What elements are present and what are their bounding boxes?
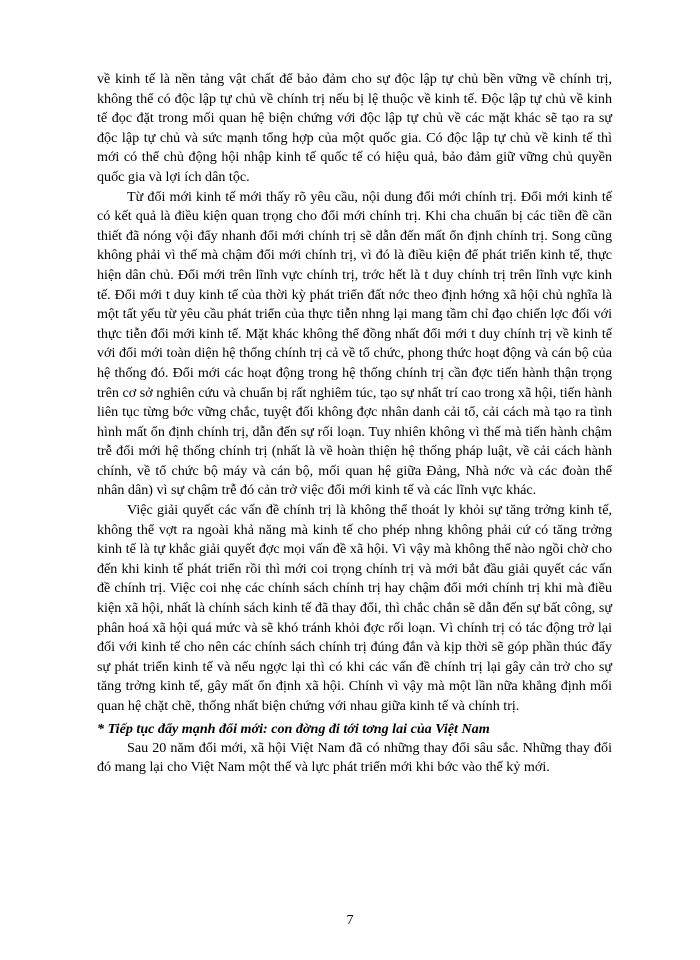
body-paragraph: Việc giải quyết các vấn đề chính trị là không thể thoát ly khỏi sự tăng trởng kinh tế, không thể vợt ra ngoài khả năng mà kinh tế cho phép nhng không phải cứ có tăng trởng kinh tế là tự khắc giải quyết đợc mọi vấn đề xã hội. Vì vậy mà không thể nào ngồi chờ cho đến khi kinh tế phát triển rồi thì mới coi trọng chính trị và mới bắt đầu giải quyết các vấn đề chính trị. Việc coi nhẹ các chính sách chính trị hay chậm đổi mới chính trị khi mà điều kiện xã hội, nhất là chính sách kinh tế đã thay đổi, thì chắc chắn sẽ dẫn đến sự bất công, sự phân hoá xã hội quá mức và sẽ khó tránh khỏi đợc rối loạn. Vì chính trị có tác động trở lại đối với kinh tế cho nên các chính sách chính trị đúng đắn và kịp thời sẽ góp phần thúc đẩy sự phát triển kinh tế và nếu ngợc lại thì có khi các vấn đề chính trị lại gây cản trở cho sự tăng trởng kinh tế, gây mất ổn định xã hội. Chính vì vậy mà một lần nữa khẳng định mối quan hệ chặt chẽ, thống nhất biện chứng với nhau giữa kinh tế và chính trị. xyxy=(97,502,612,714)
section-heading: * Tiếp tục đẩy mạnh đổi mới: con đờng đi tới tơng lai của Việt Nam xyxy=(97,720,490,737)
body-paragraph: về kinh tế là nền tảng vật chất để bảo đảm cho sự độc lập tự chủ bền vững về chính trị, không thể có độc lập tự chủ về chính trị nếu bị lệ thuộc về kinh tế. Độc lập tự chủ về kinh tế đọc đặt trong mối quan hệ biện chứng với độc lập tự chủ về các mặt khác sẽ tạo ra sự độc lập tự chủ và sức mạnh tổng hợp của một quốc gia. Có độc lập tự chủ về kinh tế thì mới có thể chủ động hội nhập kinh tế quốc tế có hiệu quả, bảo đảm giữ vững chủ quyền quốc gia và lợi ích dân tộc. xyxy=(97,71,612,185)
document-page xyxy=(97,70,612,778)
body-paragraph: Sau 20 năm đổi mới, xã hội Việt Nam đã có những thay đổi sâu sắc. Những thay đổi đó mang lại cho Việt Nam một thế và lực phát triển mới khi bớc vào thế kỷ mới. xyxy=(97,739,612,776)
page-number: 7 xyxy=(346,913,354,928)
body-paragraph: Từ đổi mới kinh tế mới thấy rõ yêu cầu, nội dung đổi mới chính trị. Đổi mới kinh tế có kết quả là điều kiện quan trọng cho đổi mới chính trị. Khi cha chuẩn bị các tiền đề cần thiết đã nóng vội đẩy nhanh đổi mới chính trị sẽ dẫn đến mất ổn định chính trị. Song cũng không phải vì thế mà chậm đổi mới chính trị, vì đó là điều kiện để phát triển kinh tế, thực hiện dân chủ. Đổi mới trên lĩnh vực chính trị, trớc hết là t duy chính trị trên lĩnh vực kinh tế. Đổi mới t duy kinh tế của thời kỳ phát triển đất nớc theo định hớng xã hội chủ nghĩa là một tất yếu từ yêu cầu phát triển của thực tiễn nhng lại mang tầm chỉ đạo chiến lợc đối với thực tiễn đổi mới kinh tế. Mặt khác không thể đồng nhất đổi mới t duy chính trị về kinh tế với đổi mới toàn diện hệ thống chính trị cả về tổ chức, phong thức hoạt động và cán bộ của hệ thống đó. Đổi mới các hoạt động trong hệ thống chính trị cần đợc tiến hành thận trọng trên cơ sở nghiên cứu và chuẩn bị rất nghiêm túc, tạo sự nhất trí cao trong xã hội, tiến hành liên tục từng bớc vững chắc, tuyệt đối không đợc nhân danh cải tổ, cải cách mà tạo ra tình hình mất ổn định chính trị, dẫn đến sự rối loạn. Tuy nhiên không vì thế mà tiến hành chậm trễ đổi mới hệ thống chính trị (nhất là về hoàn thiện hệ thống pháp luật, về cải cách hành chính, về tổ chức bộ máy và cán bộ, mối quan hệ giữa Đảng, Nhà nớc và các đoàn thể nhân dân) vì sự chậm trễ đó cản trở việc đổi mới kinh tế và các lĩnh vực khác. xyxy=(97,188,612,499)
